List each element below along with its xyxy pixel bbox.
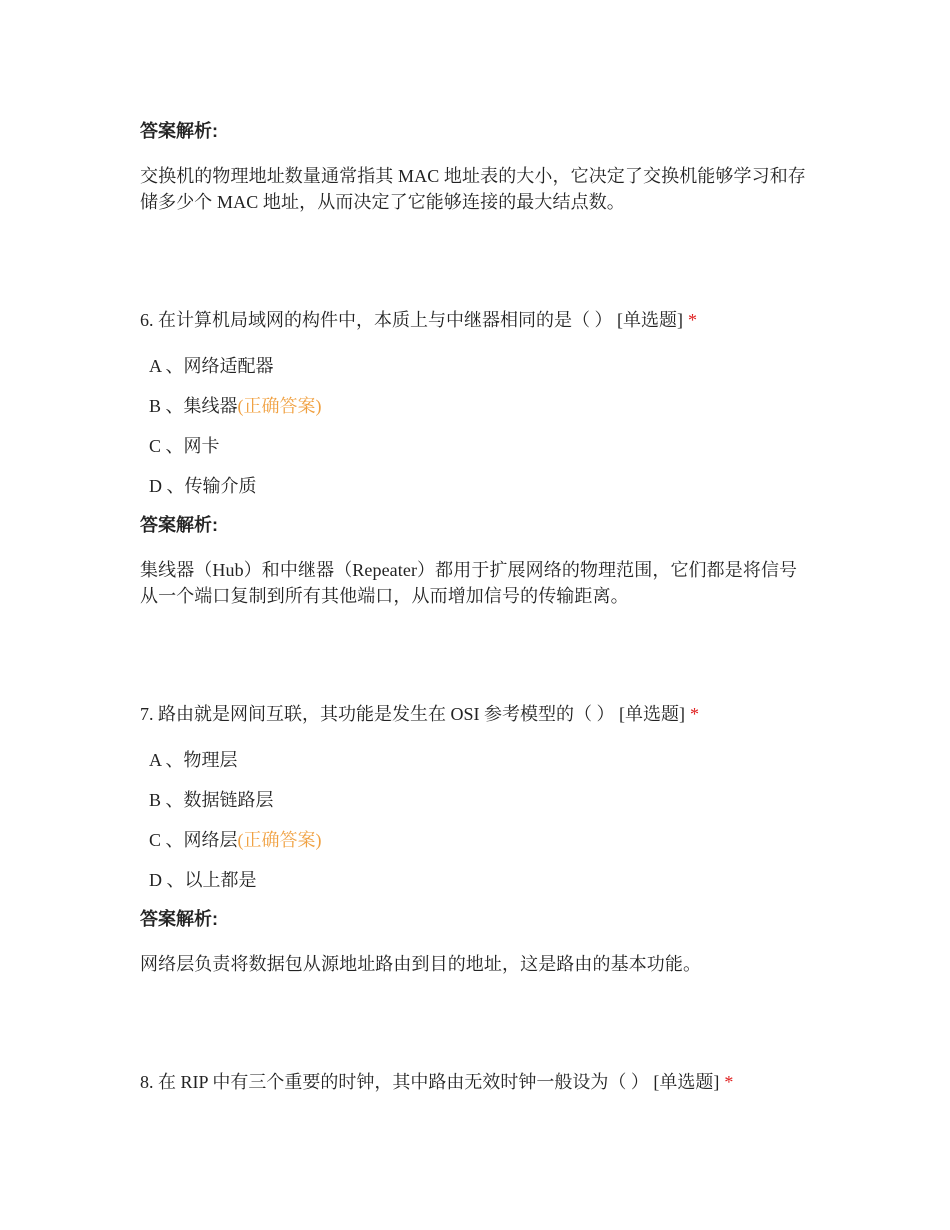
option-label: B 、数据链路层	[149, 790, 274, 810]
option-label: B 、集线器	[149, 396, 238, 416]
analysis-heading: 答案解析:	[140, 515, 218, 535]
option-label: D 、传输介质	[149, 476, 257, 496]
required-mark: *	[724, 1072, 734, 1092]
question-8	[140, 1070, 733, 1094]
question-7	[140, 702, 699, 726]
option-label: A 、网络适配器	[149, 356, 274, 376]
required-mark: *	[688, 310, 697, 330]
correct-answer-tag: (正确答案)	[237, 830, 322, 850]
correct-answer-tag: (正确答案)	[237, 396, 322, 416]
q6-option-c	[149, 434, 220, 458]
option-label: D 、以上都是	[149, 870, 257, 890]
q7-option-d	[149, 868, 257, 892]
q7-option-a	[149, 748, 238, 772]
q7-option-c	[149, 828, 322, 852]
q6-option-b	[149, 394, 322, 418]
q6-option-a	[149, 354, 274, 378]
option-label: C 、网卡	[149, 436, 220, 456]
option-label: C 、网络层	[149, 830, 238, 850]
required-mark: *	[690, 704, 699, 724]
analysis-text: 网络层负责将数据包从源地址路由到目的地址，这是路由的基本功能。	[140, 954, 702, 974]
analysis-text: 集线器（Hub）和中继器（Repeater）都用于扩展网络的物理范围，它们都是将信号从一个端口复制到所有其他端口，从而增加信号的传输距离。	[140, 560, 798, 606]
q7-option-b	[149, 788, 274, 812]
analysis-heading: 答案解析:	[140, 121, 218, 141]
analysis-text: 交换机的物理地址数量通常指其 MAC 地址表的大小，它决定了交换机能够学习和存储多少个 MAC 地址，从而决定了它能够连接的最大结点数。	[140, 166, 806, 212]
analysis-heading: 答案解析:	[140, 909, 218, 929]
question-6-text: 6. 在计算机局域网的构件中，本质上与中继器相同的是（ ） [单选题]	[140, 310, 683, 330]
option-label: A 、物理层	[149, 750, 238, 770]
question-7-text: 7. 路由就是网间互联，其功能是发生在 OSI 参考模型的（ ） [单选题]	[140, 704, 685, 724]
q6-option-d	[149, 474, 257, 498]
question-6	[140, 308, 697, 332]
question-8-text: 8. 在 RIP 中有三个重要的时钟，其中路由无效时钟一般设为（ ） [单选题]	[140, 1072, 720, 1092]
